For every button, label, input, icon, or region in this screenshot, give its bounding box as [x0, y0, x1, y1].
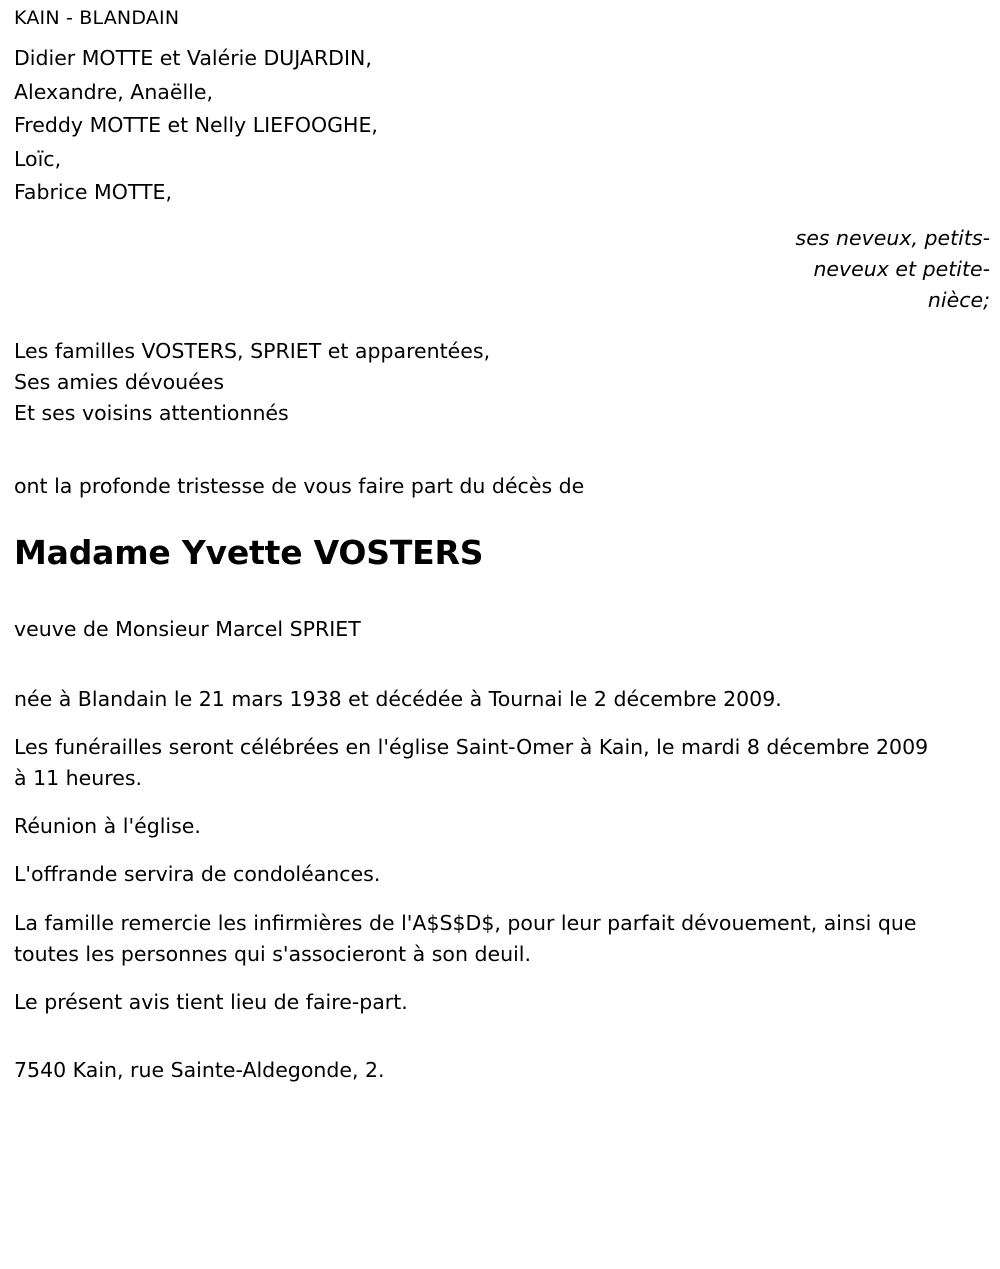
survivor-line: Fabrice MOTTE,: [14, 180, 172, 204]
spacer: [14, 640, 990, 684]
funeral-paragraph: Les funérailles seront célébrées en l'église Saint-Omer à Kain, le mardi 8 décembre 2009 à 11 heures.: [14, 734, 929, 791]
family-line: Et ses voisins attentionnés: [14, 401, 289, 426]
survivor-line: Freddy MOTTE et Nelly LIEFOOGHE,: [14, 113, 378, 137]
spacer: [14, 842, 990, 859]
offering-paragraph: L'offrande servira de condoléances.: [14, 862, 381, 887]
relation-note-line: ses neveux, petits-: [795, 225, 990, 250]
survivor-line: Alexandre, Anaëlle,: [14, 79, 214, 104]
notice-content: [14, 0, 990, 1080]
family-line: Les familles VOSTERS, SPRIET et apparentées,: [14, 338, 491, 363]
survivors-list: [14, 48, 990, 203]
spacer: [14, 429, 990, 476]
address-line: 7540 Kain, rue Sainte-Aldegonde, 2.: [14, 1057, 385, 1082]
relation-note-line: nièce;: [927, 287, 990, 312]
deceased-name: Madame Yvette VOSTERS: [14, 532, 484, 572]
spacer: [14, 316, 990, 336]
spacer: [14, 794, 990, 811]
gathering-paragraph: Réunion à l'église.: [14, 814, 201, 839]
spacer: [14, 28, 990, 48]
announcement-line: ont la profonde tristesse de vous faire part du décès de: [14, 474, 585, 499]
spacer: [14, 970, 990, 987]
birth-death-paragraph: née à Blandain le 21 mars 1938 et décédée à Tournai le 2 décembre 2009.: [14, 686, 782, 711]
spacer: [14, 571, 990, 619]
spacer: [14, 715, 990, 732]
spacer: [14, 203, 990, 223]
relation-note: [14, 223, 990, 316]
family-line: Ses amies dévouées: [14, 370, 225, 395]
spacer: [14, 891, 990, 908]
spacer: [14, 1018, 990, 1060]
survivor-line: Didier MOTTE et Valérie DUJARDIN,: [14, 46, 372, 70]
relation-note-line: neveux et petite-: [813, 256, 990, 281]
survivor-line: Loïc,: [14, 146, 62, 171]
notice-paragraph: Le présent avis tient lieu de faire-part.: [14, 989, 408, 1014]
spacer: [14, 497, 990, 535]
spouse-line: veuve de Monsieur Marcel SPRIET: [14, 617, 361, 642]
thanks-paragraph: La famille remercie les infirmières de l'A$S$D$, pour leur parfait dévouement, ainsi que toutes les personnes qui s'associeront à son deuil.: [14, 910, 917, 966]
families-list: [14, 336, 990, 429]
locality-header: KAIN - BLANDAIN: [14, 7, 180, 29]
